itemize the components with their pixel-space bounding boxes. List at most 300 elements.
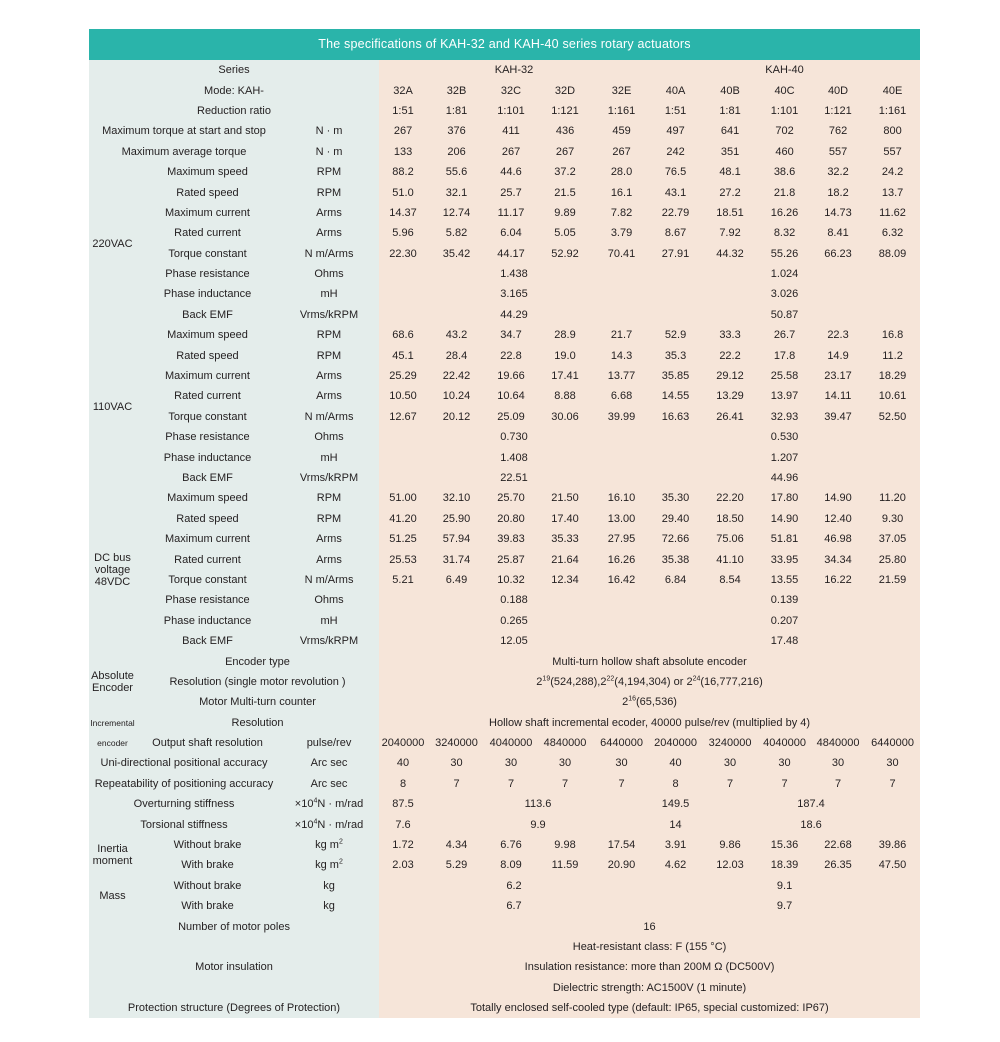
- v220-phase_ind-row: [89, 284, 920, 304]
- unit-cell: Arms: [279, 223, 379, 243]
- value-cell: 31.74: [427, 549, 486, 569]
- value-cell: 4040000: [486, 733, 536, 753]
- row-label: Overturning stiffness: [89, 794, 279, 814]
- value-cell: 9.98: [536, 835, 594, 855]
- value-cell-wide: [379, 692, 920, 712]
- value-cell: 1:81: [702, 101, 758, 121]
- value-cell: 267: [594, 142, 649, 162]
- value-cell-wide: Multi-turn hollow shaft absolute encoder: [379, 651, 920, 671]
- text-part: N · m/rad: [317, 818, 364, 831]
- unit-cell: N m/Arms: [279, 407, 379, 427]
- v48-phase_ind-row: [89, 611, 920, 631]
- value-cell: 267: [486, 142, 536, 162]
- unit-cell: kg: [279, 876, 379, 896]
- value-cell-wide: Totally enclosed self-cooled type (default: IP65, special customized: IP67): [379, 998, 920, 1018]
- value-cell: 800: [865, 121, 920, 141]
- reduction-row: [89, 101, 920, 121]
- text-part: N · m/rad: [317, 798, 364, 811]
- repeatability-row: [89, 774, 920, 794]
- value-cell: 2.03: [379, 855, 427, 875]
- torsional-row: [89, 814, 920, 834]
- value-cell: 51.81: [758, 529, 811, 549]
- v48-torque_const-row: [89, 570, 920, 590]
- param-label: Resolution (single motor revolution ): [136, 672, 379, 692]
- value-cell-wide: Heat-resistant class: F (155 °C): [379, 937, 920, 957]
- value-cell: 35.42: [427, 244, 486, 264]
- value-cell: 14.90: [811, 488, 865, 508]
- unit-cell: [279, 794, 379, 814]
- value-cell: 8: [649, 774, 702, 794]
- value-cell: 21.59: [865, 570, 920, 590]
- unit-cell: [279, 835, 379, 855]
- value-cell: 14.90: [758, 509, 811, 529]
- text-part: 2: [600, 675, 607, 688]
- value-cell: 23.17: [811, 366, 865, 386]
- param-label: Phase resistance: [136, 264, 279, 284]
- value-cell: 43.2: [427, 325, 486, 345]
- value-cell: 3240000: [702, 733, 758, 753]
- value-cell: 11.2: [865, 345, 920, 365]
- superscript: 22: [606, 675, 615, 683]
- model-cell: 40B: [702, 80, 758, 100]
- unit-cell: [279, 855, 379, 875]
- value-cell: 5.21: [379, 570, 427, 590]
- value-cell: 22.8: [486, 345, 536, 365]
- value-cell: 19.66: [486, 366, 536, 386]
- value-cell: 30: [594, 753, 649, 773]
- value-cell: 7: [594, 774, 649, 794]
- value-cell: 22.68: [811, 835, 865, 855]
- param-label: Rated current: [136, 386, 279, 406]
- value-cell: 18.50: [702, 509, 758, 529]
- row-label: Torsional stiffness: [89, 814, 279, 834]
- param-label: Without brake: [136, 835, 279, 855]
- superscript: 2: [338, 838, 343, 846]
- voltage-group-label: [89, 325, 136, 488]
- param-label: Maximum current: [136, 529, 279, 549]
- value-cell: 25.90: [427, 509, 486, 529]
- unit-cell: Arms: [279, 386, 379, 406]
- row-label: Number of motor poles: [89, 916, 379, 936]
- value-cell: 30: [427, 753, 486, 773]
- model-cell: 32A: [379, 80, 427, 100]
- value-cell: 1:161: [594, 101, 649, 121]
- v110-rated_current-row: [89, 386, 920, 406]
- label-line: 110VAC: [92, 400, 133, 413]
- value-cell: 11.20: [865, 488, 920, 508]
- v48-phase_res-row: [89, 590, 920, 610]
- value-cell: 20.12: [427, 407, 486, 427]
- unit-cell: RPM: [279, 488, 379, 508]
- label-line: voltage: [94, 563, 131, 576]
- superscript: 16: [628, 695, 636, 703]
- superscript: 2: [338, 858, 343, 866]
- value-cell: 47.50: [865, 855, 920, 875]
- value-cell: 14.11: [811, 386, 865, 406]
- value-cell-kah40: 44.96: [649, 468, 920, 488]
- value-cell: 267: [379, 121, 427, 141]
- value-cell: 57.94: [427, 529, 486, 549]
- value-cell: 6.49: [427, 570, 486, 590]
- unit-cell: [279, 814, 379, 834]
- param-label: Output shaft resolution: [136, 733, 279, 753]
- value-cell: 21.5: [536, 182, 594, 202]
- param-label: Maximum current: [136, 366, 279, 386]
- model-cell: 40D: [811, 80, 865, 100]
- value-cell: 41.20: [379, 509, 427, 529]
- value-cell: 76.5: [649, 162, 702, 182]
- param-label: Torque constant: [136, 570, 279, 590]
- superscript: 19: [542, 675, 551, 683]
- value-cell: 48.1: [702, 162, 758, 182]
- value-cell: 20.90: [594, 855, 649, 875]
- param-label: Rated current: [136, 223, 279, 243]
- value-cell: 21.8: [758, 182, 811, 202]
- value-cell: 5.05: [536, 223, 594, 243]
- unit-cell: Vrms/kRPM: [279, 468, 379, 488]
- value-cell-kah40: 0.207: [649, 611, 920, 631]
- value-cell: 187.4: [702, 794, 920, 814]
- value-cell: 6.04: [486, 223, 536, 243]
- param-label: Phase inductance: [136, 611, 279, 631]
- value-cell: 16.42: [594, 570, 649, 590]
- v48-max_speed-row: [89, 488, 920, 508]
- value-cell: 1:101: [758, 101, 811, 121]
- value-cell: 28.0: [594, 162, 649, 182]
- value-cell-wide: 16: [379, 916, 920, 936]
- value-cell: 18.2: [811, 182, 865, 202]
- unit-cell: RPM: [279, 325, 379, 345]
- value-cell: 7: [865, 774, 920, 794]
- value-cell-kah32: 22.51: [379, 468, 649, 488]
- value-cell: 35.3: [649, 345, 702, 365]
- value-cell: 25.58: [758, 366, 811, 386]
- abs-encoder-type-row: [89, 651, 920, 671]
- series-label: Series: [89, 60, 379, 80]
- value-cell: 32.93: [758, 407, 811, 427]
- value-cell-kah40: 9.1: [649, 876, 920, 896]
- value-cell: 6.76: [486, 835, 536, 855]
- value-cell: 7.82: [594, 203, 649, 223]
- value-cell: 44.32: [702, 244, 758, 264]
- value-cell: 40: [649, 753, 702, 773]
- value-cell: 459: [594, 121, 649, 141]
- spec-sheet: [89, 29, 920, 1018]
- value-cell: 32.2: [811, 162, 865, 182]
- value-cell: 557: [865, 142, 920, 162]
- value-cell: 1:51: [379, 101, 427, 121]
- value-cell: 39.86: [865, 835, 920, 855]
- value-cell: 8: [379, 774, 427, 794]
- label-line: moment: [92, 855, 133, 868]
- unit-cell: RPM: [279, 182, 379, 202]
- series-kah40: KAH-40: [649, 60, 920, 80]
- inertia-with-row: [89, 855, 920, 875]
- value-cell: 25.29: [379, 366, 427, 386]
- unit-cell: Ohms: [279, 590, 379, 610]
- value-cell: 2040000: [379, 733, 427, 753]
- text-part: (524,288),: [550, 675, 601, 688]
- abs-encoder-res-row: [89, 672, 920, 692]
- value-cell: 70.41: [594, 244, 649, 264]
- inertia-without-row: [89, 835, 920, 855]
- value-cell: 28.4: [427, 345, 486, 365]
- value-cell: 25.70: [486, 488, 536, 508]
- value-cell-kah40: 1.207: [649, 447, 920, 467]
- v220-rated_current-row: [89, 223, 920, 243]
- value-cell: 88.2: [379, 162, 427, 182]
- unit-cell: N m/Arms: [279, 570, 379, 590]
- mass-label: Mass: [89, 876, 136, 917]
- voltage-group-label: [89, 488, 136, 651]
- param-label: Torque constant: [136, 244, 279, 264]
- v110-phase_ind-row: [89, 447, 920, 467]
- v220-back_emf-row: [89, 305, 920, 325]
- value-cell-kah32: 12.05: [379, 631, 649, 651]
- value-cell: 14.3: [594, 345, 649, 365]
- value-cell: 8.88: [536, 386, 594, 406]
- value-cell: 11.17: [486, 203, 536, 223]
- value-cell-kah40: 3.026: [649, 284, 920, 304]
- value-cell-kah40: 0.530: [649, 427, 920, 447]
- superscript: 24: [692, 675, 701, 683]
- model-cell: 32C: [486, 80, 536, 100]
- value-cell: 6440000: [594, 733, 649, 753]
- incremental-encoder-label: Incremental: [89, 713, 136, 733]
- model-cell: 32B: [427, 80, 486, 100]
- value-cell: 8.67: [649, 223, 702, 243]
- superscript: 4: [313, 817, 318, 825]
- value-cell: 30: [865, 753, 920, 773]
- value-cell: 52.92: [536, 244, 594, 264]
- v110-max_speed-row: [89, 325, 920, 345]
- param-label: Without brake: [136, 876, 279, 896]
- table-title: The specifications of KAH-32 and KAH-40 series rotary actuators: [89, 29, 920, 60]
- value-cell: 25.80: [865, 549, 920, 569]
- value-cell: 206: [427, 142, 486, 162]
- value-cell: 45.1: [379, 345, 427, 365]
- value-cell: 113.6: [427, 794, 649, 814]
- model-cell: 40C: [758, 80, 811, 100]
- v110-rated_speed-row: [89, 345, 920, 365]
- value-cell: 51.00: [379, 488, 427, 508]
- value-cell: 7.6: [379, 814, 427, 834]
- unit-cell: Ohms: [279, 427, 379, 447]
- value-cell: 15.36: [758, 835, 811, 855]
- value-cell: 1:121: [811, 101, 865, 121]
- inc-encoder-out-row: [89, 733, 920, 753]
- param-label: With brake: [136, 896, 279, 916]
- value-cell: 20.80: [486, 509, 536, 529]
- value-cell: 557: [811, 142, 865, 162]
- v220-phase_res-row: [89, 264, 920, 284]
- value-cell: 44.6: [486, 162, 536, 182]
- abs-encoder-counter-row: [89, 692, 920, 712]
- value-cell: 22.20: [702, 488, 758, 508]
- value-cell: 13.29: [702, 386, 758, 406]
- unit-cell: pulse/rev: [279, 733, 379, 753]
- value-cell: 6.84: [649, 570, 702, 590]
- unit-cell: Arc sec: [279, 753, 379, 773]
- unit-cell: mH: [279, 611, 379, 631]
- value-cell: 2040000: [649, 733, 702, 753]
- value-cell: 1:101: [486, 101, 536, 121]
- value-cell: 1.72: [379, 835, 427, 855]
- v110-back_emf-row: [89, 468, 920, 488]
- value-cell: 12.74: [427, 203, 486, 223]
- label-line: 220VAC: [92, 237, 133, 250]
- value-cell: 11.62: [865, 203, 920, 223]
- value-cell: 26.7: [758, 325, 811, 345]
- text-part: (16,777,216): [700, 675, 763, 688]
- unit-cell: Vrms/kRPM: [279, 305, 379, 325]
- unit-cell: Arms: [279, 549, 379, 569]
- value-cell: 436: [536, 121, 594, 141]
- unit-cell: mH: [279, 284, 379, 304]
- value-cell: 10.61: [865, 386, 920, 406]
- value-cell: 32.10: [427, 488, 486, 508]
- value-cell: 22.42: [427, 366, 486, 386]
- value-cell: 33.95: [758, 549, 811, 569]
- value-cell: 22.3: [811, 325, 865, 345]
- value-cell: 460: [758, 142, 811, 162]
- insulation-label: Motor insulation: [89, 937, 379, 998]
- value-cell: 17.80: [758, 488, 811, 508]
- param-label: Rated speed: [136, 182, 279, 202]
- param-label: Phase resistance: [136, 427, 279, 447]
- value-cell: 7: [427, 774, 486, 794]
- value-cell: 51.25: [379, 529, 427, 549]
- voltage-group-label: [89, 162, 136, 325]
- value-cell: 7: [758, 774, 811, 794]
- value-cell: 7: [702, 774, 758, 794]
- value-cell: 10.50: [379, 386, 427, 406]
- value-cell: 52.50: [865, 407, 920, 427]
- value-cell-kah32: 1.408: [379, 447, 649, 467]
- model-cell: 32D: [536, 80, 594, 100]
- avg-torque-row: [89, 142, 920, 162]
- value-cell-wide: [379, 672, 920, 692]
- value-cell: 16.1: [594, 182, 649, 202]
- value-cell: 28.9: [536, 325, 594, 345]
- value-cell: 39.99: [594, 407, 649, 427]
- value-cell: 30.06: [536, 407, 594, 427]
- value-cell: 12.03: [702, 855, 758, 875]
- value-cell: 88.09: [865, 244, 920, 264]
- unit-cell: N · m: [279, 142, 379, 162]
- value-cell: 17.40: [536, 509, 594, 529]
- value-cell: 16.63: [649, 407, 702, 427]
- row-label: Maximum torque at start and stop: [89, 121, 279, 141]
- value-cell-kah32: 1.438: [379, 264, 649, 284]
- mass-with-row: [89, 896, 920, 916]
- param-label: Resolution: [136, 713, 379, 733]
- value-cell: 44.17: [486, 244, 536, 264]
- value-cell: 27.95: [594, 529, 649, 549]
- value-cell: 1:81: [427, 101, 486, 121]
- param-label: Maximum speed: [136, 488, 279, 508]
- value-cell: 9.89: [536, 203, 594, 223]
- value-cell: 38.6: [758, 162, 811, 182]
- param-label: Rated current: [136, 549, 279, 569]
- param-label: Torque constant: [136, 407, 279, 427]
- text-part: kg m: [315, 859, 339, 872]
- value-cell: 3.91: [649, 835, 702, 855]
- value-cell: 3240000: [427, 733, 486, 753]
- unit-cell: Ohms: [279, 264, 379, 284]
- value-cell: 37.2: [536, 162, 594, 182]
- value-cell: 8.54: [702, 570, 758, 590]
- value-cell: 5.82: [427, 223, 486, 243]
- value-cell: 10.24: [427, 386, 486, 406]
- value-cell: 25.09: [486, 407, 536, 427]
- value-cell: 30: [702, 753, 758, 773]
- text-part: ×10: [294, 818, 314, 831]
- value-cell: 16.22: [811, 570, 865, 590]
- value-cell: 12.34: [536, 570, 594, 590]
- value-cell-wide: Dielectric strength: AC1500V (1 minute): [379, 978, 920, 998]
- value-cell: 13.7: [865, 182, 920, 202]
- value-cell: 55.26: [758, 244, 811, 264]
- label-line: Encoder: [92, 681, 133, 694]
- value-cell: 13.97: [758, 386, 811, 406]
- value-cell: 55.6: [427, 162, 486, 182]
- value-cell: 25.7: [486, 182, 536, 202]
- value-cell: 8.41: [811, 223, 865, 243]
- param-label: Back EMF: [136, 631, 279, 651]
- value-cell: 40: [379, 753, 427, 773]
- value-cell: 35.33: [536, 529, 594, 549]
- value-cell: 7: [811, 774, 865, 794]
- param-label: Rated speed: [136, 345, 279, 365]
- row-label: Repeatability of positioning accuracy: [89, 774, 279, 794]
- value-cell: 1:161: [865, 101, 920, 121]
- value-cell: 35.85: [649, 366, 702, 386]
- value-cell: 75.06: [702, 529, 758, 549]
- value-cell: 30: [486, 753, 536, 773]
- value-cell: 16.26: [758, 203, 811, 223]
- protection-row: [89, 998, 920, 1018]
- value-cell: 4040000: [758, 733, 811, 753]
- value-cell: 702: [758, 121, 811, 141]
- value-cell: 14.55: [649, 386, 702, 406]
- max-torque-row: [89, 121, 920, 141]
- value-cell-kah40: 17.48: [649, 631, 920, 651]
- v48-max_current-row: [89, 529, 920, 549]
- value-cell: 14.37: [379, 203, 427, 223]
- unit-cell: Arc sec: [279, 774, 379, 794]
- insulation-row-1: [89, 937, 920, 957]
- value-cell: 14.73: [811, 203, 865, 223]
- value-cell: 5.96: [379, 223, 427, 243]
- value-cell: 10.32: [486, 570, 536, 590]
- unit-cell: Vrms/kRPM: [279, 631, 379, 651]
- param-label: Phase inductance: [136, 447, 279, 467]
- value-cell: 7.92: [702, 223, 758, 243]
- row-label: Protection structure (Degrees of Protection): [89, 998, 379, 1018]
- value-cell: 351: [702, 142, 758, 162]
- value-cell: 10.64: [486, 386, 536, 406]
- value-cell: 18.51: [702, 203, 758, 223]
- v110-phase_res-row: [89, 427, 920, 447]
- v220-torque_const-row: [89, 244, 920, 264]
- model-cell: 40A: [649, 80, 702, 100]
- value-cell-kah40: 50.87: [649, 305, 920, 325]
- param-label: With brake: [136, 855, 279, 875]
- value-cell: 18.39: [758, 855, 811, 875]
- param-label: Back EMF: [136, 468, 279, 488]
- label-line: DC bus: [94, 551, 131, 564]
